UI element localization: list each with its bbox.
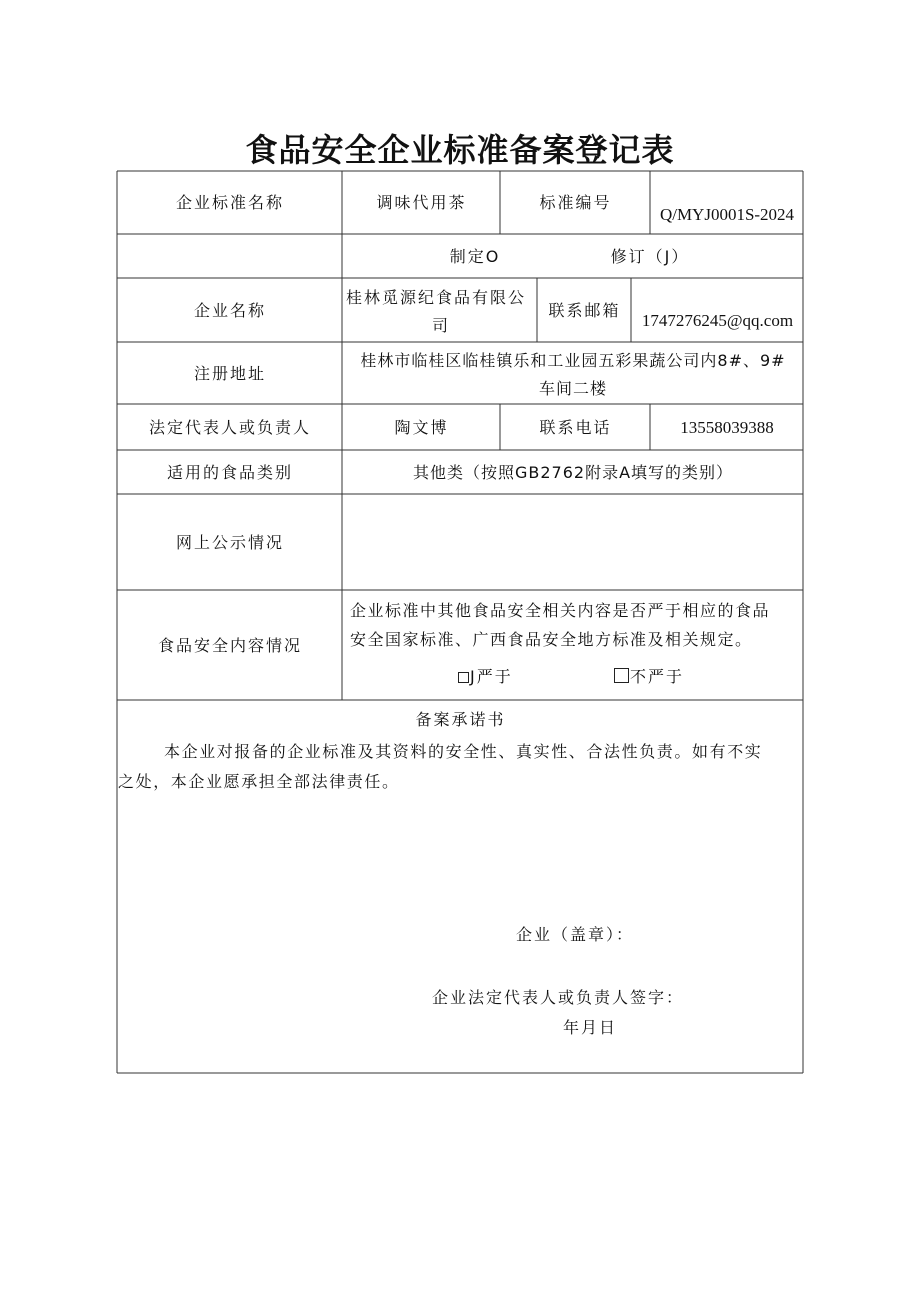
label-food-category: 适用的食品类别 [166,462,293,482]
commitment-body [118,737,803,797]
option-not-stricter [614,662,684,692]
address-line1: 桂林市临桂区临桂镇乐和工业园五彩果蔬公司内8#、9# [360,351,786,370]
label-legal-representative: 法定代表人或负责人 [148,417,311,437]
address-line2: 车间二楼 [538,379,607,398]
value-enterprise-name [346,284,536,340]
checkbox-icon [458,672,469,683]
enterprise-name-line2: 司 [432,316,451,335]
safety-text-line2: 安全国家标准、广西食品安全地方标准及相关规定。 [350,630,753,649]
commitment-line1: 本企业对报备的企业标准及其资料的安全性、真实性、合法性负责。如有不实 [164,742,763,761]
label-public-notice: 网上公示情况 [175,532,284,552]
option-not-stricter-label: 不严于 [630,667,685,686]
value-safety-content [346,596,802,654]
signature-line: 企业法定代表人或负责人签字： [432,988,685,1007]
value-standard-number: Q/MYJ0001S-2024 [659,205,795,224]
page-title: 食品安全企业标准备案登记表 [245,131,675,169]
value-public-notice [343,495,803,590]
value-legal-representative: 陶文博 [394,417,449,437]
enterprise-name-line1: 桂林觅源纪食品有限公 [346,288,527,307]
value-email: 1747276245@qq.com [641,311,794,330]
option-enact: 制定O [449,246,501,266]
value-food-category: 其他类（按照GB2762附录A填写的类别） [412,462,734,482]
date-line: 年月日 [563,1018,618,1037]
value-phone: 13558039388 [680,417,774,437]
value-standard-name: 调味代用茶 [376,193,467,212]
label-email: 联系邮箱 [548,300,621,320]
option-revise: 修订（J） [610,246,690,266]
seal-line: 企业（盖章）： [516,925,635,944]
safety-text-line1: 企业标准中其他食品安全相关内容是否严于相应的食品 [350,601,771,620]
label-standard-number: 标准编号 [539,193,612,212]
commitment-line2: 之处，本企业愿承担全部法律责任。 [118,772,400,791]
value-address [343,347,803,403]
label-enterprise-name: 企业名称 [193,300,266,320]
label-address: 注册地址 [193,363,266,383]
label-standard-name: 企业标准名称 [175,193,284,212]
option-stricter-label: J严于 [470,667,513,686]
checkbox-icon [614,668,629,683]
commitment-heading: 备案承诺书 [415,710,506,729]
label-safety-content: 食品安全内容情况 [157,635,302,655]
option-stricter [458,662,513,692]
label-phone: 联系电话 [539,417,612,437]
